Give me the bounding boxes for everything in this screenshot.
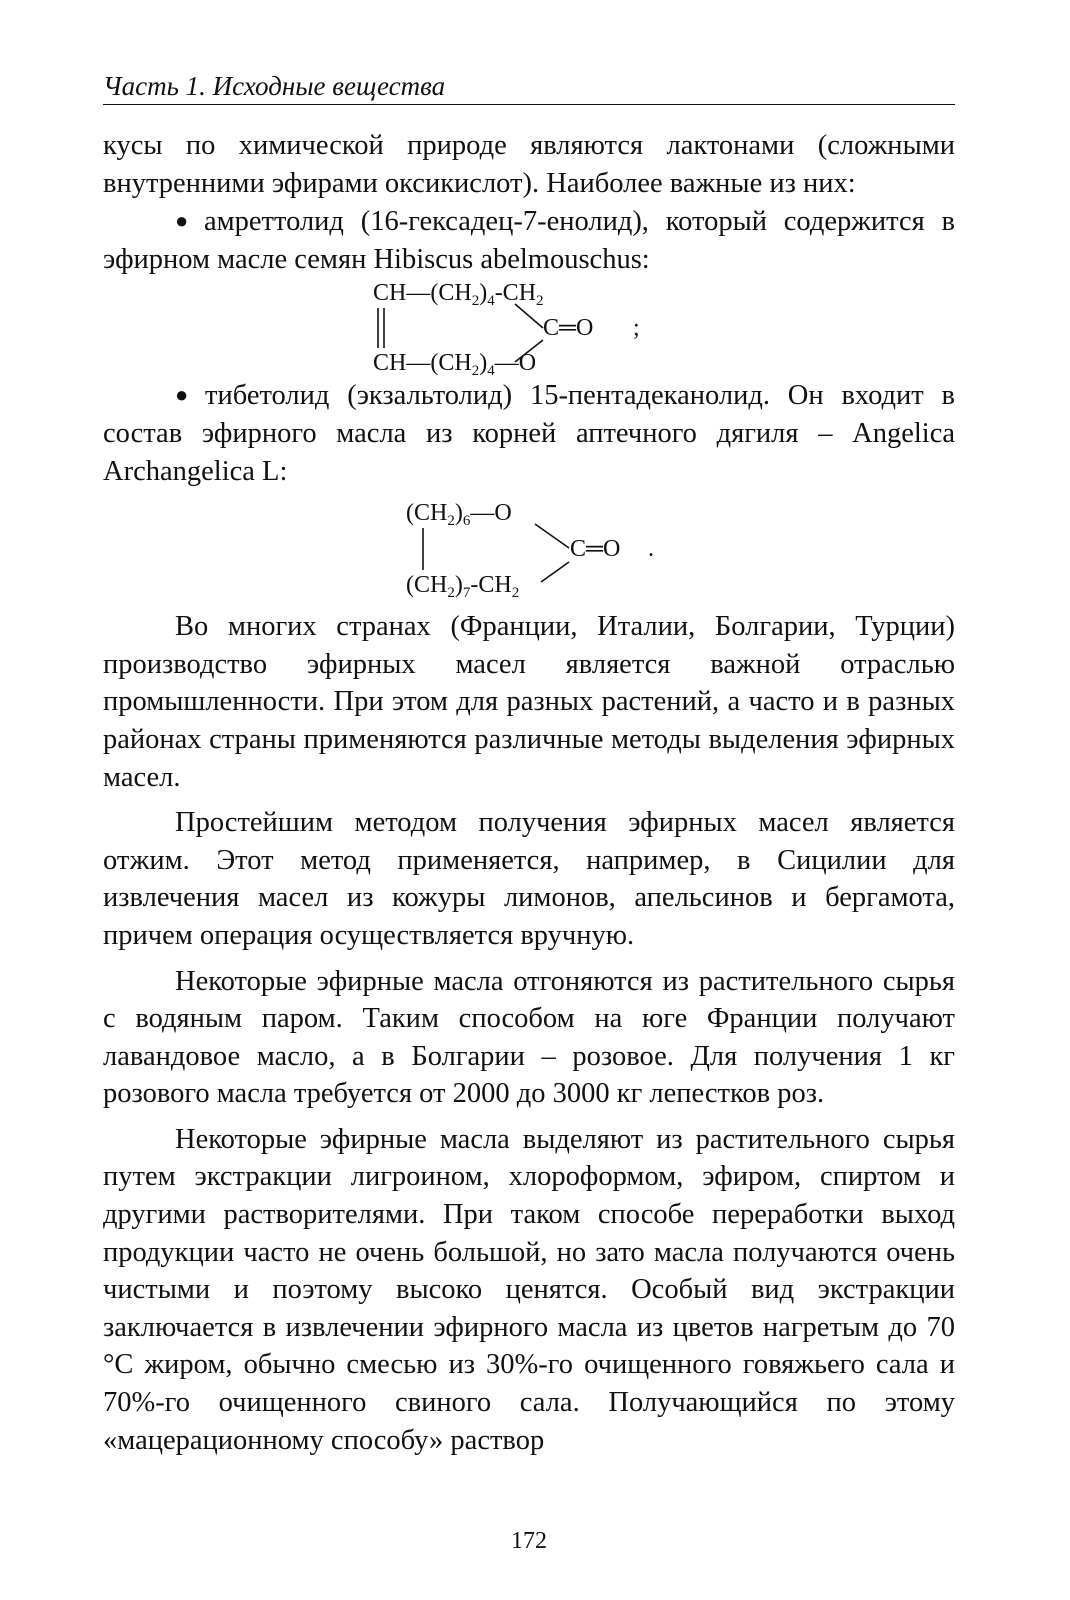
paragraph-pressing: Простейшим методом получения эфирных масел является отжим. Этот метод применяется, например, в Сицилии для извлечения масел из кожуры лимонов, апельсинов и бергамота, причем операция осуществляется вручную. <box>103 807 955 951</box>
svg-text:CH—(CH2)4-CH2 <box>373 280 544 309</box>
formula-text: —O <box>470 500 512 527</box>
formula-text: -CH <box>494 280 537 307</box>
formula-text: 6 <box>462 513 471 530</box>
bond-line <box>535 524 569 548</box>
formula-text: ) <box>479 280 488 307</box>
paragraph-continuation: кусы по химической природе являются лактонами (сложными внутренними эфирами оксикислот). Наиболее важные из них: <box>103 130 955 199</box>
bullet-text: тибетолид (экзальтолид) 15-пентадеканолид. Он входит в состав эфирного масла из корней аптечного дягиля – Angelica Archangelica L: <box>103 380 955 487</box>
book-page <box>103 70 955 1570</box>
running-head: Часть 1. Исходные вещества <box>103 70 955 105</box>
formula-text: 7 <box>462 585 471 602</box>
bond-line <box>541 562 569 582</box>
bullet-text: амреттолид (16-гексадец-7-енолид), который содержится в эфирном масле семян Hibiscus abelmouschus: <box>103 206 955 275</box>
svg-text:CH—(CH2)4—O <box>373 350 536 379</box>
formula-text: -CH <box>470 572 512 599</box>
bullet-icon: ● <box>175 382 199 408</box>
paragraph-extraction: Некоторые эфирные масла выделяют из растительного сырья путем экстракции лигроином, хлороформом, эфиром, спиртом и другими растворителями. При таком способе переработки выход продукции часто не очень большой, но зато масла получаются очень чистыми и поэтому высоко ценятся. Особый вид экстракции заключается в извлечении эфирного масла из цветов нагретым до 70 °C жиром, обычно смесью из 30%-го очищенного говяжьего сала и 70%-го очищенного свиного сала. Получающийся по этому «мацерационному способу» раствор <box>103 1123 955 1456</box>
formula-text: ) <box>454 572 463 599</box>
bullet-icon: ● <box>175 208 198 234</box>
formula-text: ) <box>479 350 488 377</box>
paragraph-production: Во многих странах (Франции, Италии, Болгарии, Турции) производство эфирных масел является важной отраслью промышленности. При этом для разных растений, а часто и в разных районах страны применяются различные методы выделения эфирных масел. <box>103 611 955 793</box>
formula-text: 2 <box>447 585 455 602</box>
page-number: 172 <box>511 1528 547 1554</box>
formula-punctuation: . <box>648 536 654 563</box>
formula-ambrettolide-drawing <box>103 278 955 380</box>
formula-tibetolide <box>103 494 955 602</box>
formula-text: 2 <box>511 585 520 602</box>
formula-text: —(CH <box>406 280 472 307</box>
formula-text: 2 <box>536 293 544 310</box>
svg-text:(CH2)6—O <box>406 500 512 529</box>
formula-text: —O <box>494 350 537 377</box>
svg-text:(CH2)7-CH2 <box>406 572 519 601</box>
formula-punctuation: ; <box>633 315 640 342</box>
formula-text: (CH <box>406 500 448 527</box>
formula-ambrettolide <box>103 278 955 380</box>
paragraph-distillation: Некоторые эфирные масла отгоняются из растительного сырья с водяным паром. Таким способом на юге Франции получают лавандовое масло, а в Болгарии – розовое. Для получения 1 кг розового масла требуется от 2000 до 3000 кг лепестков роз. <box>103 965 955 1110</box>
formula-text: 4 <box>487 293 495 310</box>
formula-text: 2 <box>471 293 480 310</box>
formula-text: (CH <box>406 572 448 599</box>
formula-text: 2 <box>447 513 455 530</box>
formula-text: CH <box>373 280 407 307</box>
formula-text: 4 <box>487 363 495 380</box>
formula-carbonyl: C═O <box>543 315 594 342</box>
formula-text: —(CH <box>406 350 472 377</box>
formula-carbonyl: C═O <box>570 536 621 563</box>
formula-text: ) <box>454 500 463 527</box>
bullet-item-tibetolide <box>103 376 955 490</box>
formula-text: CH <box>373 350 407 377</box>
bullet-item-ambrettolide <box>103 202 955 278</box>
formula-text: 2 <box>471 363 480 380</box>
formula-tibetolide-drawing <box>103 494 955 602</box>
